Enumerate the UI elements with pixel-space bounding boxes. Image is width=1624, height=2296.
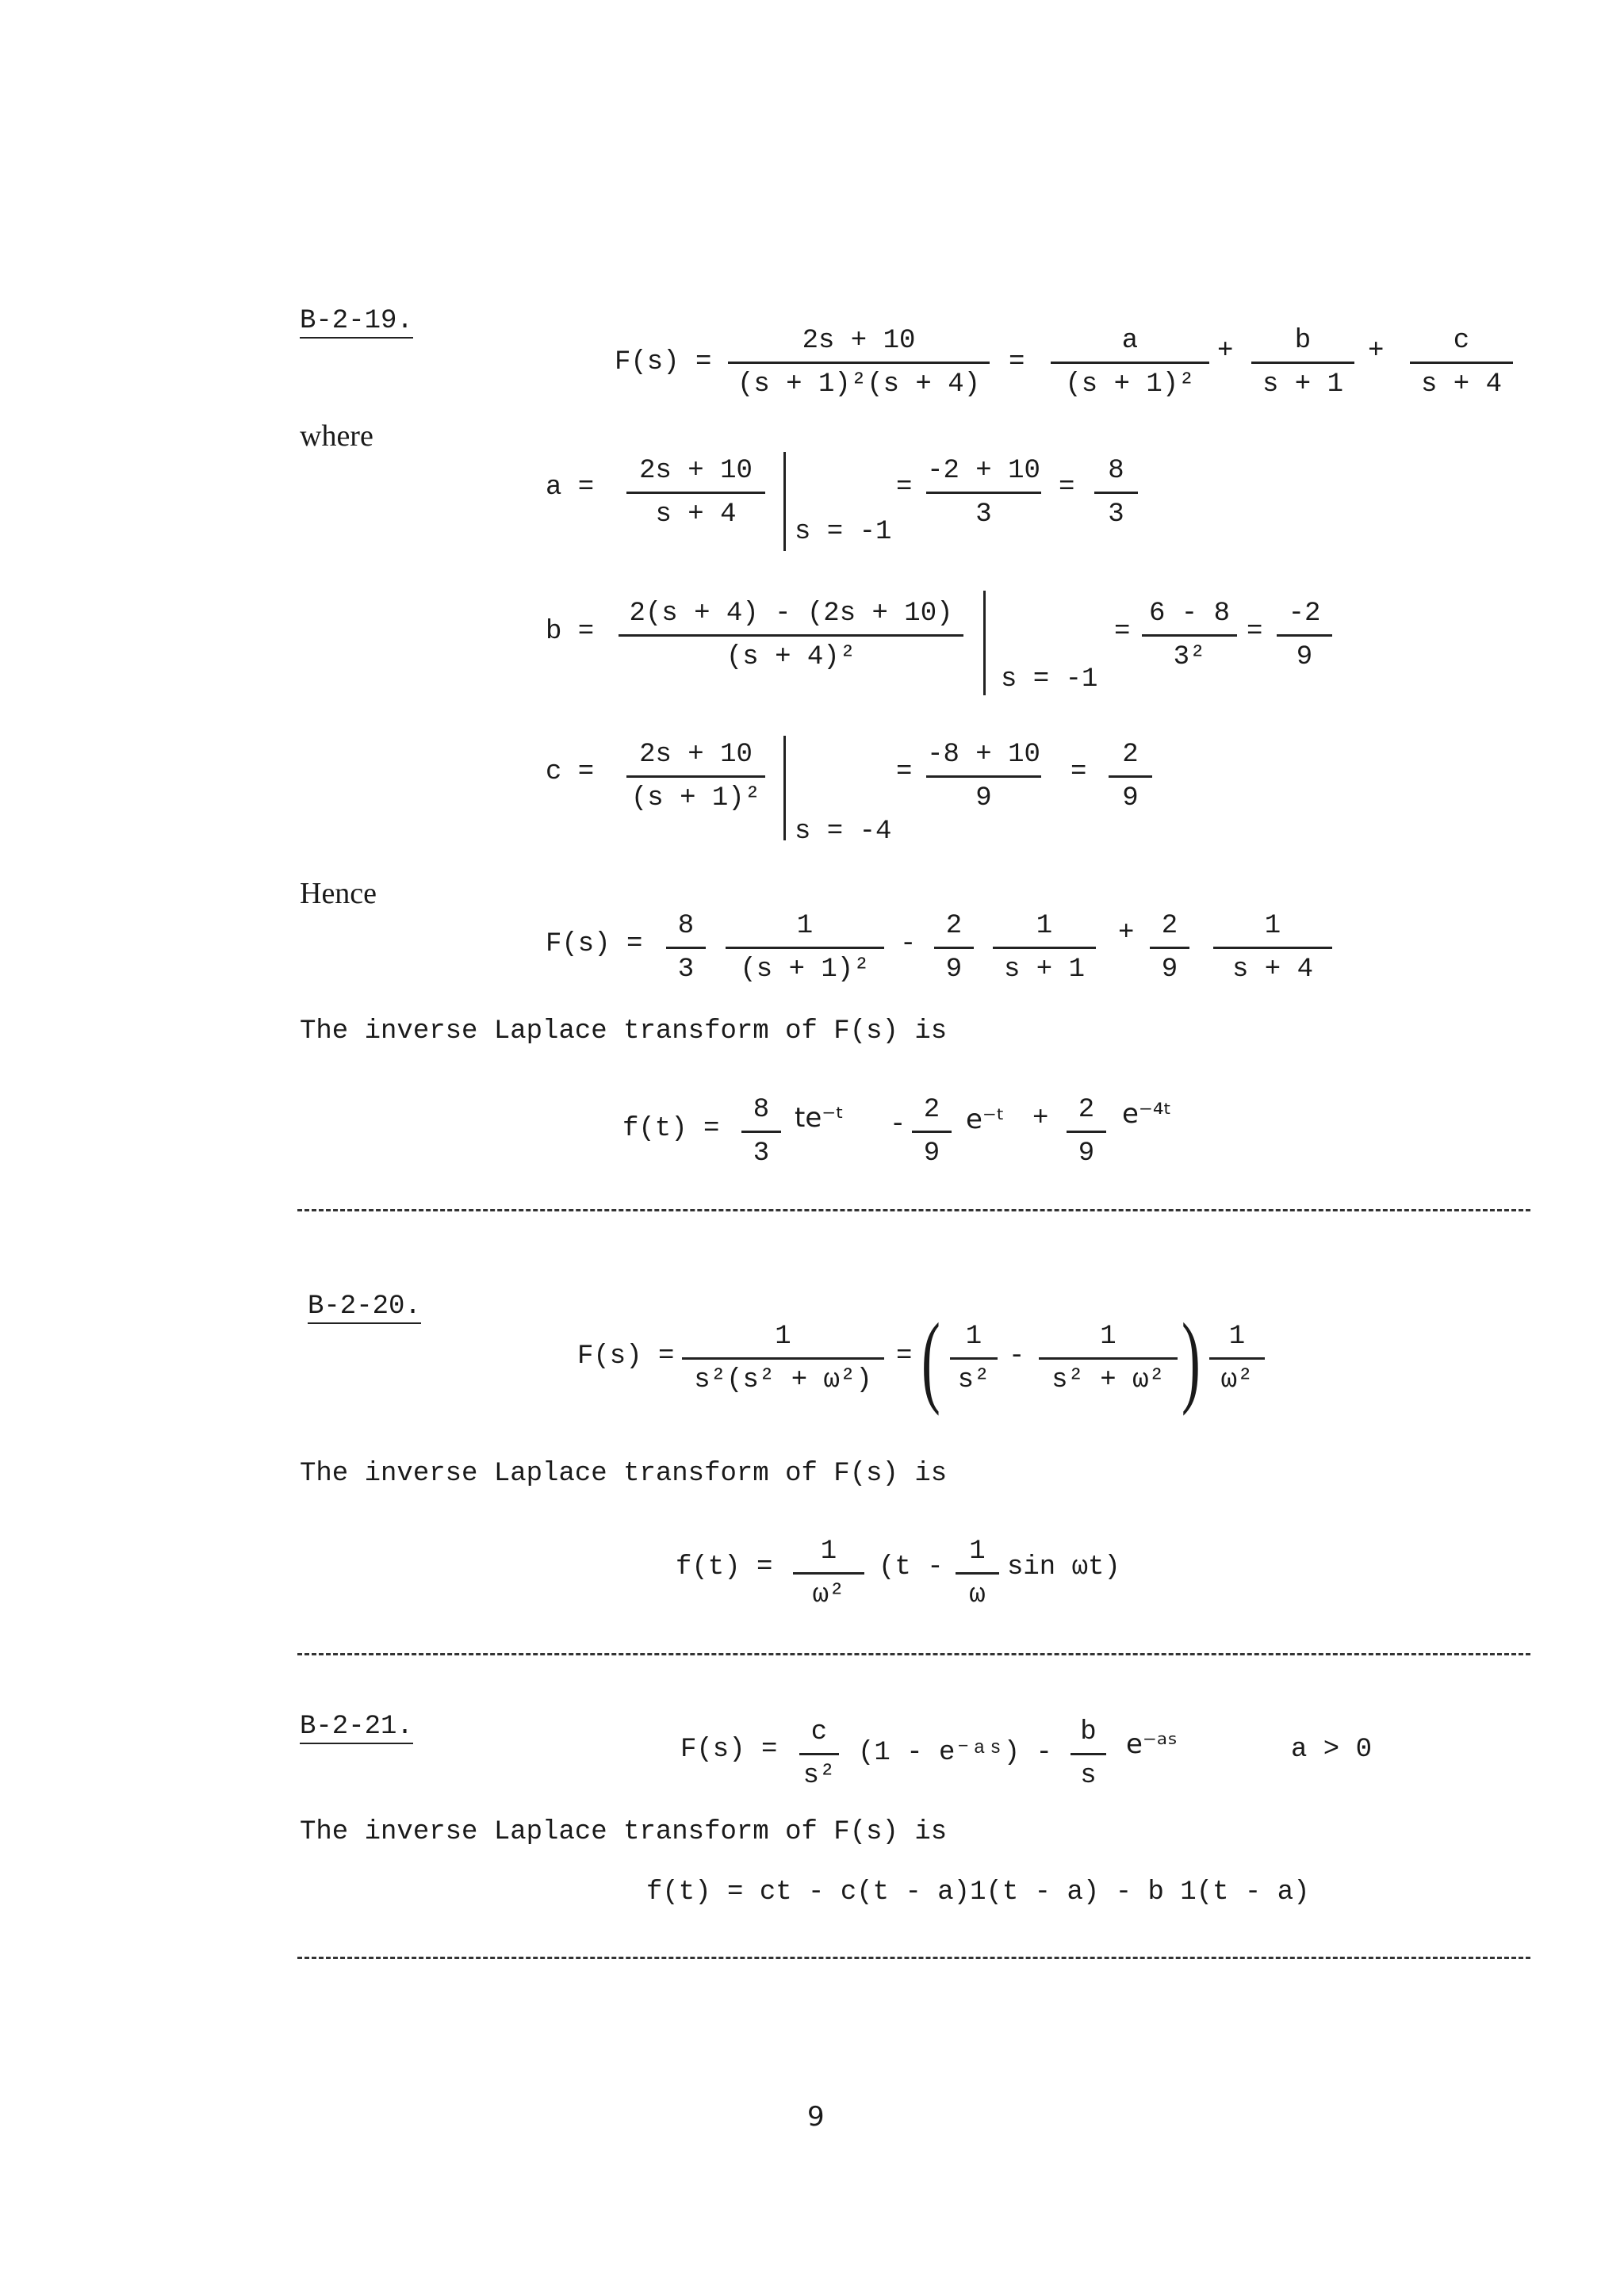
ft-term: sin ωt)	[1007, 1552, 1120, 1582]
inverse-text: The inverse Laplace transform of F(s) is	[300, 1817, 948, 1847]
fs-lhs: F(s) =	[546, 929, 643, 959]
fraction: 1 (s + 1)²	[726, 909, 884, 987]
fraction: 1 ω²	[793, 1534, 864, 1613]
coef-b-lhs: b =	[546, 617, 595, 647]
evaluation-point: s = -1	[1001, 664, 1098, 695]
evaluation-bar	[983, 591, 986, 695]
fraction: -2 9	[1277, 596, 1332, 675]
fraction: 1 ω	[956, 1534, 999, 1613]
fraction: 2 9	[1150, 909, 1189, 987]
fraction: 2(s + 4) - (2s + 10) (s + 4)²	[619, 596, 963, 675]
fs-lhs: F(s) =	[680, 1735, 778, 1765]
page-number: 9	[807, 2101, 825, 2133]
plus-sign: +	[1217, 336, 1234, 366]
inverse-text: The inverse Laplace transform of F(s) is	[300, 1459, 948, 1489]
fraction: -2 + 10 3	[927, 456, 1040, 530]
minus-sign: -	[900, 929, 917, 959]
minus-sign: -	[1009, 1341, 1025, 1372]
fraction: 8 3	[666, 909, 706, 987]
problem-label: B-2-19.	[300, 305, 413, 339]
equals-sign: =	[1059, 473, 1075, 503]
fraction: 2 9	[1067, 1093, 1106, 1171]
condition: a > 0	[1291, 1735, 1373, 1765]
coef-a-lhs: a =	[546, 473, 595, 503]
fs-lhs: F(s) =	[577, 1341, 675, 1372]
equals-sign: =	[1071, 757, 1087, 787]
fraction: 1 s²(s² + ω²)	[682, 1319, 884, 1398]
equals-sign: =	[896, 473, 913, 503]
fs-lhs: F(s) =	[615, 347, 712, 377]
fraction: 2 9	[1109, 737, 1152, 816]
fraction: 2 9	[934, 909, 974, 987]
separator-line	[297, 1653, 1530, 1655]
problem-label: B-2-21.	[300, 1711, 413, 1744]
inverse-text: The inverse Laplace transform of F(s) is	[300, 1016, 948, 1047]
fraction: b s	[1071, 1715, 1106, 1793]
equals-sign: =	[1114, 617, 1131, 647]
plus-sign: +	[1032, 1104, 1049, 1134]
ft-expression: f(t) = ct - c(t - a)1(t - a) - b 1(t - a)	[646, 1877, 1310, 1908]
minus-sign: -	[890, 1110, 906, 1140]
separator-line	[297, 1209, 1530, 1211]
fraction: 1 s + 4	[1213, 909, 1332, 987]
right-paren: )	[1182, 1303, 1201, 1417]
fraction: 1 s²	[950, 1319, 998, 1398]
fraction: 1 s + 1	[993, 909, 1096, 987]
fraction: a (s + 1)²	[1051, 323, 1209, 402]
ft-term: (1 - e⁻ᵃˢ) -	[858, 1738, 1052, 1768]
ft-term: e⁻ᵃˢ	[1126, 1728, 1178, 1760]
problem-label: B-2-20.	[308, 1291, 421, 1324]
fraction: 1 s² + ω²	[1039, 1319, 1178, 1398]
equals-sign: =	[896, 1341, 913, 1372]
fraction: 2 9	[912, 1093, 952, 1171]
fraction: 8 3	[1094, 453, 1138, 532]
plus-sign: +	[1118, 918, 1135, 948]
plus-sign: +	[1368, 336, 1385, 366]
ft-lhs: f(t) =	[622, 1114, 720, 1144]
fraction: 2s + 10 (s + 1)²	[626, 737, 765, 816]
equals-sign: =	[1247, 617, 1263, 647]
ft-term: (t -	[879, 1552, 944, 1582]
fraction: 1 ω²	[1209, 1319, 1265, 1398]
ft-term: e⁻ᵗ	[966, 1104, 1005, 1135]
fraction: 2s + 10 (s + 1)²(s + 4)	[728, 323, 990, 402]
separator-line	[297, 1957, 1530, 1959]
fraction: b s + 1	[1251, 323, 1354, 402]
coef-c-lhs: c =	[546, 757, 595, 787]
ft-term: e⁻⁴ᵗ	[1122, 1098, 1172, 1130]
evaluation-point: s = -4	[795, 817, 892, 847]
fraction: 6 - 8 3²	[1142, 596, 1237, 675]
fraction: -8 + 10 9	[927, 740, 1040, 813]
ft-lhs: f(t) =	[676, 1552, 773, 1582]
evaluation-bar	[783, 736, 786, 840]
equals-sign: =	[1009, 347, 1025, 377]
hence-text: Hence	[300, 877, 377, 910]
fraction: 2s + 10 s + 4	[626, 453, 765, 532]
evaluation-bar	[783, 452, 786, 551]
ft-term: te⁻ᵗ	[795, 1102, 845, 1134]
equals-sign: =	[896, 757, 913, 787]
where-text: where	[300, 419, 373, 453]
left-paren: (	[921, 1303, 940, 1417]
fraction: c s²	[799, 1715, 839, 1793]
evaluation-point: s = -1	[795, 517, 892, 547]
fraction: 8 3	[741, 1093, 781, 1171]
fraction: c s + 4	[1410, 323, 1513, 402]
